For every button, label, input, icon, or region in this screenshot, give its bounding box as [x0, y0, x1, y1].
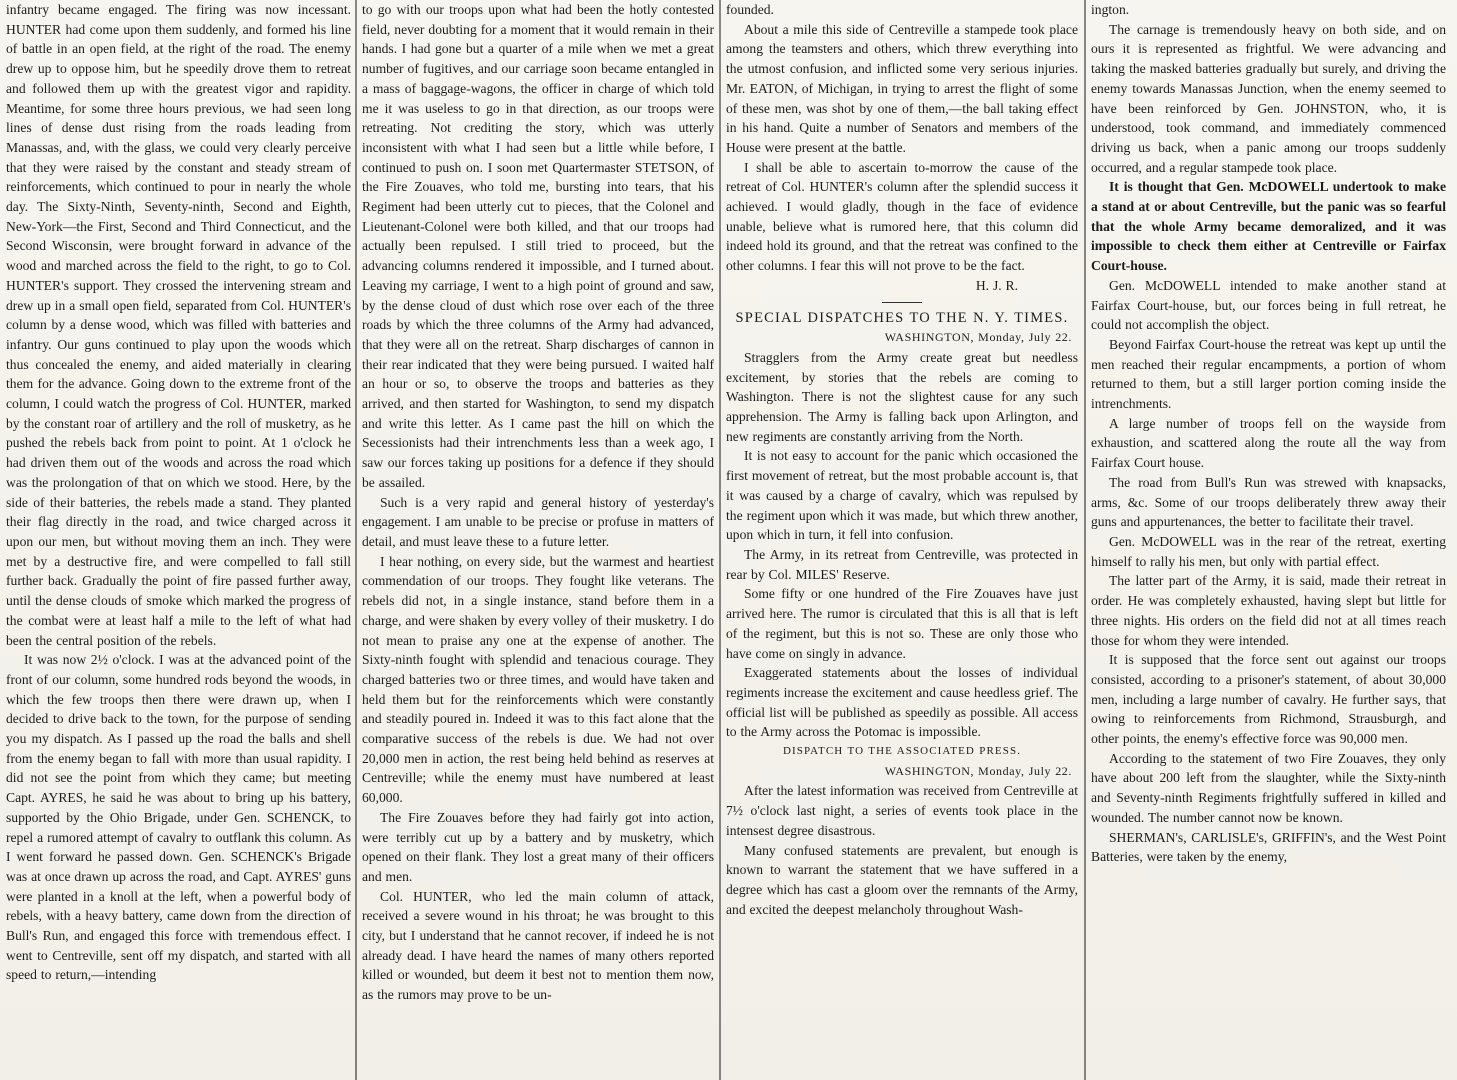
subheadline: DISPATCH TO THE ASSOCIATED PRESS.: [782, 745, 1022, 758]
paragraph: Stragglers from the Army create great but needless excitement, by stories that the rebels are coming to Washington. There is not the slightest cause for any such apprehension. The Army is falling back upon Arlington, and new regiments are constantly arriving from the North.: [726, 349, 1078, 444]
column-rule: [355, 0, 357, 1080]
signature: H. J. R.: [975, 277, 1018, 293]
paragraph: The road from Bull's Run was strewed with knapsacks, arms, &c. Some of our troops deliberately threw away their guns and appurtenances, the better to facilitate their travel.: [1091, 474, 1446, 530]
paragraph: According to the statement of two Fire Zouaves, they only have about 200 left from the slaughter, while the Sixty-ninth and Seventy-ninth Regiments frightfully suffered in killed and wounded. The number cannot now be known.: [1091, 750, 1446, 825]
paragraph: It is not easy to account for the panic which occasioned the first movement of retreat, but the most probable account is, that it was caused by a charge of cavalry, which was repulsed by the regiment upon which it was made, but which threw another, upon which in turn, it fell into confusion.: [726, 448, 1078, 543]
paragraph: After the latest information was received from Centreville at 7½ o'clock last night, a series of events took place in the intensest degree disastrous.: [726, 783, 1078, 838]
paragraph: to go with our troops upon what had been the hotly contested field, never doubting for a moment that it would remain in their hands. I had gone but a quarter of a mile when we met a great number of fugitives, and our carriage soon became entangled in a mass of baggage-wagons, the officer in charge of which told me it was useless to go in that direction, as our troops were retreating. Not crediting the story, which was utterly inconsistent with what I had seen but a little while before, I continued to push on. I soon met Quartermaster STETSON, of the Fire Zouaves, who told me, bursting into tears, that his Regiment had been utterly cut to pieces, that the Colonel and Lieutenant-Colonel were both killed, and that our troops had actually been repulsed. I still tried to proceed, but the advancing columns rendered it impossible, and I turned about. Leaving my carriage, I went to a high point of ground and saw, by the dense cloud of dust which rose over each of the three roads by which the three columns of the Army had advanced, that they were all on the retreat. Sharp discharges of cannon in their rear indicated that they were being pursued. I waited half an hour or so, to observe the troops and batteries as they arrived, and then started for Washington, to send my dispatch and write this letter. As I came past the hill on which the Secessionists had their intrenchments less than a week ago, I saw our forces taking up positions for a defence if they should be assailed.: [362, 2, 714, 490]
paragraph: Col. HUNTER, who led the main column of attack, received a severe wound in his throat; he was brought to this city, but I understand that he cannot recover, if indeed he is not already dead. I have heard the names of many others reported killed or wounded, but deem it best not to mention them now, as the rumors may prove to be un-: [362, 888, 714, 1003]
paragraph: The latter part of the Army, it is said, made their retreat in order. He was completely exhausted, having slept but little for three nights. His orders on the field did not at all times reach those for whom they were intended.: [1091, 573, 1446, 648]
paragraph: The carnage is tremendously heavy on both side, and on ours it is represented as frightful. We were advancing and taking the masked batteries gradually but surely, and driving the enemy towards Manassas Junction, when the enemy seemed to have been reinforced by Gen. JOHNSTON, who, it is understood, took command, and immediately commenced driving us back, when a panic among our troops suddenly occurred, and a regular stampede took place.: [1091, 21, 1446, 175]
paragraph: I shall be able to ascertain to-morrow the cause of the retreat of Col. HUNTER's column after the splendid success it achieved. I would gladly, though in the face of evidence unable, believe what is rumored here, that this column did indeed hold its ground, and that the retreat was confined to the other columns. I fear this will not prove to be the fact.: [726, 159, 1078, 274]
paragraph: It was now 2½ o'clock. I was at the advanced point of the front of our column, some hundred rods beyond the woods, in which the few troops then there were drawn up, when I decided to drive back to the town, for the purpose of sending you my dispatch. As I passed up the road the balls and shell from the enemy began to fall with more than usual rapidity. I did not see the point from which they came; but meeting Capt. AYRES, he said he was about to bring up his battery, supported by the Ohio Brigade, under Gen. SCHENCK, to repel a rumored attempt of cavalry to outflank this column. As I went forward he passed down. Gen. SCHENCK's Brigade was at once drawn up across the road, and Capt. AYRES' guns were planted in a knoll at the left, when a powerful body of rebels, with a heavy battery, came down from the direction of Bull's Run, and engaged this force with tremendous effect. I went to Centreville, sent off my dispatch, and started with all speed to return,—intending: [6, 652, 351, 983]
column-2: [362, 0, 714, 1080]
paragraph: ington.: [1091, 2, 1130, 17]
paragraph: Beyond Fairfax Court-house the retreat was kept up until the men reached their regular encampments, a portion of whom returned to them, but a still larger portion coming inside the intrenchments.: [1091, 336, 1446, 412]
paragraph: Many confused statements are prevalent, but enough is known to warrant the statement that we have suffered in a degree which has cast a gloom over the remnants of the Army, and excited the deepest melancholy throughout Wash-: [726, 842, 1078, 917]
paragraph: founded.: [726, 2, 774, 17]
paragraph: The Fire Zouaves before they had fairly got into action, were terribly cut up by a battery and by musketry, which opened on their flank. They lost a great many of their officers and men.: [362, 809, 714, 884]
paragraph: Some fifty or one hundred of the Fire Zouaves have just arrived here. The rumor is circulated that this is all that is left of the regiment, but this is not so. These are only those who have come on singly in advance.: [726, 586, 1078, 661]
paragraph: Such is a very rapid and general history of yesterday's engagement. I am unable to be precise or profuse in matters of detail, and must leave these to a future letter.: [362, 494, 714, 549]
dateline: WASHINGTON, Monday, July 22.: [884, 330, 1072, 345]
paragraph: Gen. McDOWELL was in the rear of the retreat, exerting himself to rally his men, but only with partial effect.: [1091, 533, 1446, 569]
paragraph: It is thought that Gen. McDOWELL undertook to make a stand at or about Centreville, but the panic was so fearful that the whole Army became demoralized, and it was impossible to check them either at Centreville or Fairfax Court-house.: [1091, 179, 1446, 274]
column-rule: [719, 0, 721, 1080]
paragraph: I hear nothing, on every side, but the warmest and heartiest commendation of our troops. They fought like veterans. The rebels did not, in a single instance, stand before them in a charge, and were shaken by every volley of their musketry. I do not mean to praise any one at the expense of another. The Sixty-ninth fought with splendid and tenacious courage. They charged batteries two or three times, and would have taken and held them but for the reinforcements which were constantly and steadily poured in. Indeed it was to this fact alone that the comparative success of the rebels is due. We had not over 20,000 men in action, the rest being held behind as reserves at Centreville; while the enemy must have numbered at least 60,000.: [362, 553, 714, 806]
paragraph: infantry became engaged. The firing was now incessant. HUNTER had come upon them suddenly, and formed his line of battle in an open field, at the right of the road. The enemy drew up to oppose him, but he speedily drove them to retreat and followed them up with the greatest vigor and rapidity. Meantime, for some three hours previous, we had seen long lines of dense dust rising from the roads leading from Manassas, and, with the glass, we could very clearly perceive that they were raised by the constant and steady stream of reinforcements, which continued to pour in nearly the whole day. The Sixty-Ninth, Seventy-ninth, Second and Eighth, New-York—the First, Second and Third Connecticut, and the Second Wisconsin, were brought forward in advance of the wood and marched across the field to the right, to go to Col. HUNTER's support. They crossed the intervening stream and drew up in a small open field, separated from Col. HUNTER's column by a dense wood, which was filled with batteries and infantry. Our guns continued to play upon the woods which thus concealed the enemy, and aided materially in clearing them for the advance. Going down to the extreme front of the column, I could watch the progress of Col. HUNTER, marked by the constant roar of artillery and the roll of musketry, as he pushed the rebels back from point to point. At 1 o'clock he had driven them out of the woods and across the road which was the prolongation of that on which we stood. Here, by the side of their batteries, the rebels made a stand. They planted their flag directly in the road, and twice charged across it upon our men, but without moving them an inch. They were met by a destructive fire, and were compelled to fall still further back. Gradually the point of fire passed further away, until the dense clouds of smoke which marked the progress of the combat were at least half a mile to the left of what had been the central position of the rebels.: [6, 2, 351, 648]
paragraph: Gen. McDOWELL intended to make another stand at Fairfax Court-house, but, our forces being in full retreat, he could not accomplish the object.: [1091, 277, 1446, 333]
section-divider: [882, 302, 922, 303]
column-1: [6, 0, 351, 1080]
dateline: WASHINGTON, Monday, July 22.: [884, 763, 1072, 778]
column-rule: [1084, 0, 1086, 1080]
paragraph: Exaggerated statements about the losses of individual regiments increase the excitement and cause heedless grief. The official list will be published as speedily as possible. All access to the Army across the Potomac is impossible.: [726, 665, 1078, 740]
column-4: [1091, 0, 1446, 1080]
paragraph: SHERMAN's, CARLISLE's, GRIFFIN's, and the West Point Batteries, were taken by the enemy,: [1091, 829, 1446, 865]
paragraph: About a mile this side of Centreville a stampede took place among the teamsters and others, which threw everything into the utmost confusion, and inflicted some very serious injuries. Mr. EATON, of Michigan, in trying to arrest the flight of some of these men, was shot by one of them,—the ball taking effect in his hand. Quite a number of Senators and members of the House were present at the battle.: [726, 21, 1078, 155]
section-headline: SPECIAL DISPATCHES TO THE N. Y. TIMES.: [735, 309, 1069, 326]
column-3: [726, 0, 1078, 1080]
paragraph: The Army, in its retreat from Centreville, was protected in rear by Col. MILES' Reserve.: [726, 546, 1078, 582]
paragraph: A large number of troops fell on the wayside from exhaustion, and scattered along the route all the way from Fairfax Court house.: [1091, 415, 1446, 471]
paragraph: It is supposed that the force sent out against our troops consisted, according to a prisoner's statement, of about 30,000 men, including a large number of cavalry. He further says, that owing to reinforcements from Richmond, Strausburgh, and other points, the enemy's effective force was 90,000 men.: [1091, 652, 1446, 747]
